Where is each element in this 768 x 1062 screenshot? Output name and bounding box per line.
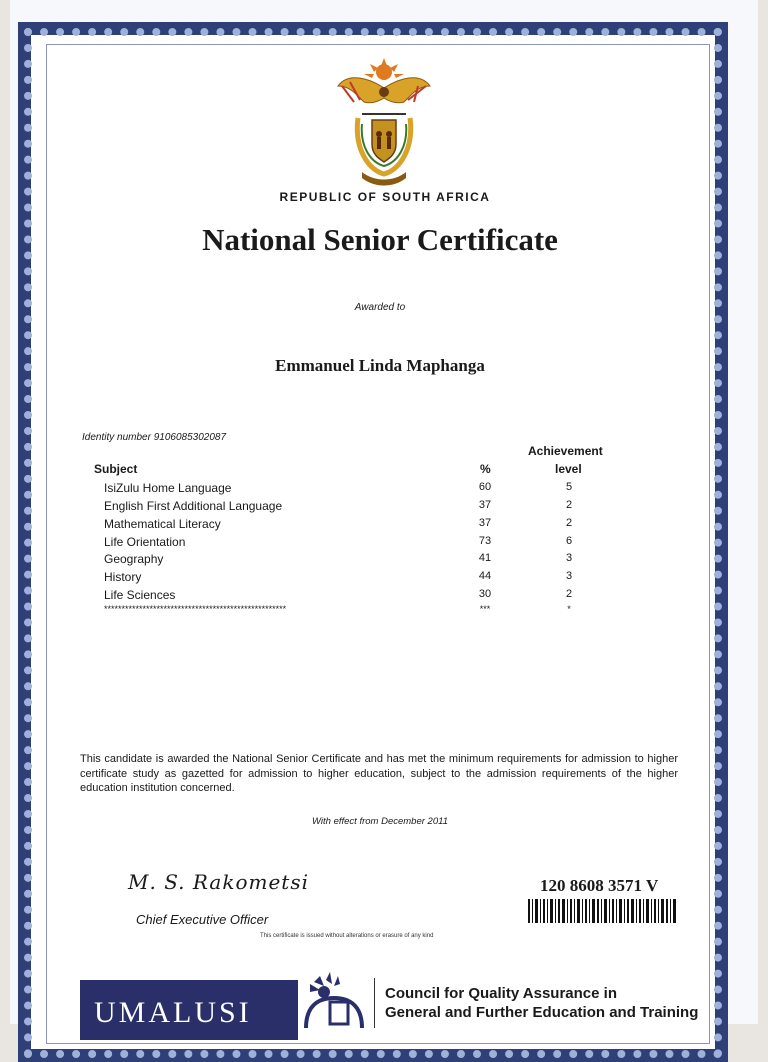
table-row-level: 3: [565, 552, 573, 564]
award-statement: This candidate is awarded the National Senior Certificate and has met the minimum requirements for admission to higher certificate study as gazetted for admission to higher education, subject to the admission requirements of the higher education institution concerned.: [80, 753, 678, 794]
table-end-stars-percent: ***: [479, 604, 491, 614]
table-row-subject: IsiZulu Home Language: [104, 481, 232, 495]
percent-header: %: [480, 462, 491, 476]
level-header-line1: Achievement: [528, 444, 603, 458]
table-row-percent: 73: [478, 535, 492, 547]
barcode-icon: [528, 899, 678, 923]
table-row-subject: Mathematical Literacy: [104, 517, 221, 531]
table-row-level: 2: [565, 517, 573, 529]
recipient-name: Emmanuel Linda Maphanga: [275, 356, 485, 375]
table-row-subject: History: [104, 570, 142, 584]
subject-header: Subject: [94, 462, 138, 476]
table-row-percent: 37: [478, 499, 492, 511]
disclaimer-text: This certificate is issued without alterations or erasure of any kind: [260, 933, 434, 939]
signer-title: Chief Executive Officer: [136, 912, 269, 927]
level-header-line2: level: [555, 462, 582, 476]
table-row-subject: Life Orientation: [104, 535, 186, 549]
umalusi-wordmark: UMALUSI: [80, 980, 298, 1040]
table-row-level: 2: [565, 588, 573, 600]
council-line-2: General and Further Education and Training: [385, 1004, 699, 1021]
country-heading: REPUBLIC OF SOUTH AFRICA: [279, 190, 491, 204]
table-row-subject: Geography: [104, 552, 164, 566]
effective-date: With effect from December 2011: [312, 816, 448, 827]
table-row-subject: English First Additional Language: [104, 499, 283, 513]
table-row-level: 6: [565, 535, 573, 547]
table-end-stars-level: *: [567, 604, 571, 614]
council-line-1: Council for Quality Assurance in: [385, 985, 617, 1002]
certificate-number: 120 8608 3571 V: [540, 876, 659, 895]
awarded-to-label: Awarded to: [354, 302, 406, 313]
signature: M. S. Rakometsi: [128, 870, 309, 894]
umalusi-logo-icon: [300, 972, 368, 1028]
table-row-percent: 60: [478, 481, 492, 493]
certificate-title: National Senior Certificate: [202, 222, 558, 257]
table-row-level: 5: [565, 481, 573, 493]
coat-of-arms-icon: [334, 58, 434, 188]
table-row-percent: 44: [478, 570, 492, 582]
identity-number: Identity number 9106085302087: [82, 432, 227, 443]
council-name: [385, 984, 698, 1022]
table-row-percent: 37: [478, 517, 492, 529]
table-row-percent: 30: [478, 588, 492, 600]
table-row-level: 3: [565, 570, 573, 582]
table-row-subject: Life Sciences: [104, 588, 176, 602]
table-row-level: 2: [565, 499, 573, 511]
table-end-stars-subject: ****************************************************: [104, 604, 287, 614]
table-row-percent: 41: [478, 552, 492, 564]
footer-divider: [374, 978, 375, 1028]
